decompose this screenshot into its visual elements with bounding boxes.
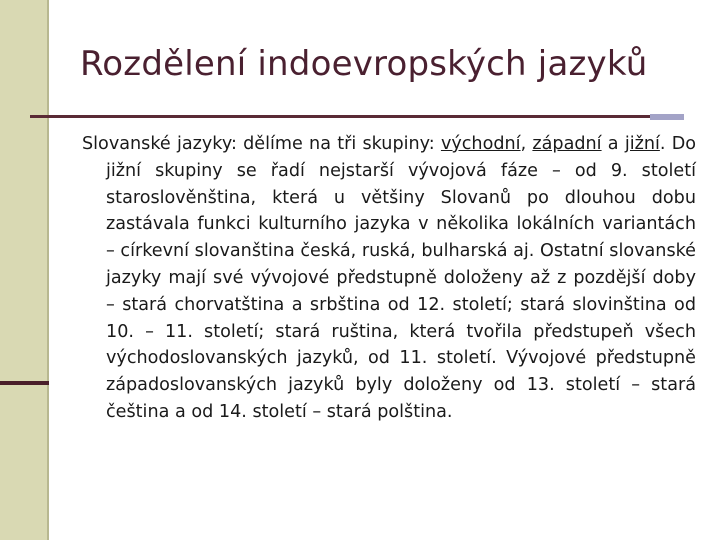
separator-1: , (520, 134, 533, 154)
body-paragraph (82, 131, 696, 426)
paragraph-rest: . Do jižní skupiny se řadí nejstarší vývojová fáze – od 9. století staroslověnština, která u většiny Slovanů po dlouhou dobu zastávala funkci kulturního jazyka v několika lokálních variantách – církevní slovanština česká, ruská, bulharská aj. Ostatní slovanské jazyky mají své vývojové předstupně doloženy až z pozdější doby – stará chorvatština a srbština od 12. století; stará slovinština od 10. – 11. století; stará ruština, která tvořila předstupeň všech východoslovanských jazyků, od 11. století. Vývojové předstupně západoslovanských jazyků byly doloženy od 13. století – stará čeština a od 14. století – stará polština. (106, 134, 697, 422)
group-east: východní (440, 134, 521, 154)
intro-text: : dělíme na (230, 134, 338, 154)
title-divider-accent (650, 114, 684, 120)
group-west: západní (532, 134, 602, 154)
group-south: jižní (624, 134, 660, 154)
left-decorative-band (0, 0, 47, 540)
left-band-edge (47, 0, 49, 540)
group-count: tři (337, 134, 357, 154)
slide-title: Rozdělení indoevropských jazyků (80, 44, 648, 84)
separator-2: a (601, 134, 625, 154)
left-band-marker (0, 381, 49, 385)
title-divider (30, 115, 650, 118)
groups-prefix: skupiny: (356, 134, 441, 154)
term-slavic-languages: Slovanské jazyky (82, 134, 231, 154)
